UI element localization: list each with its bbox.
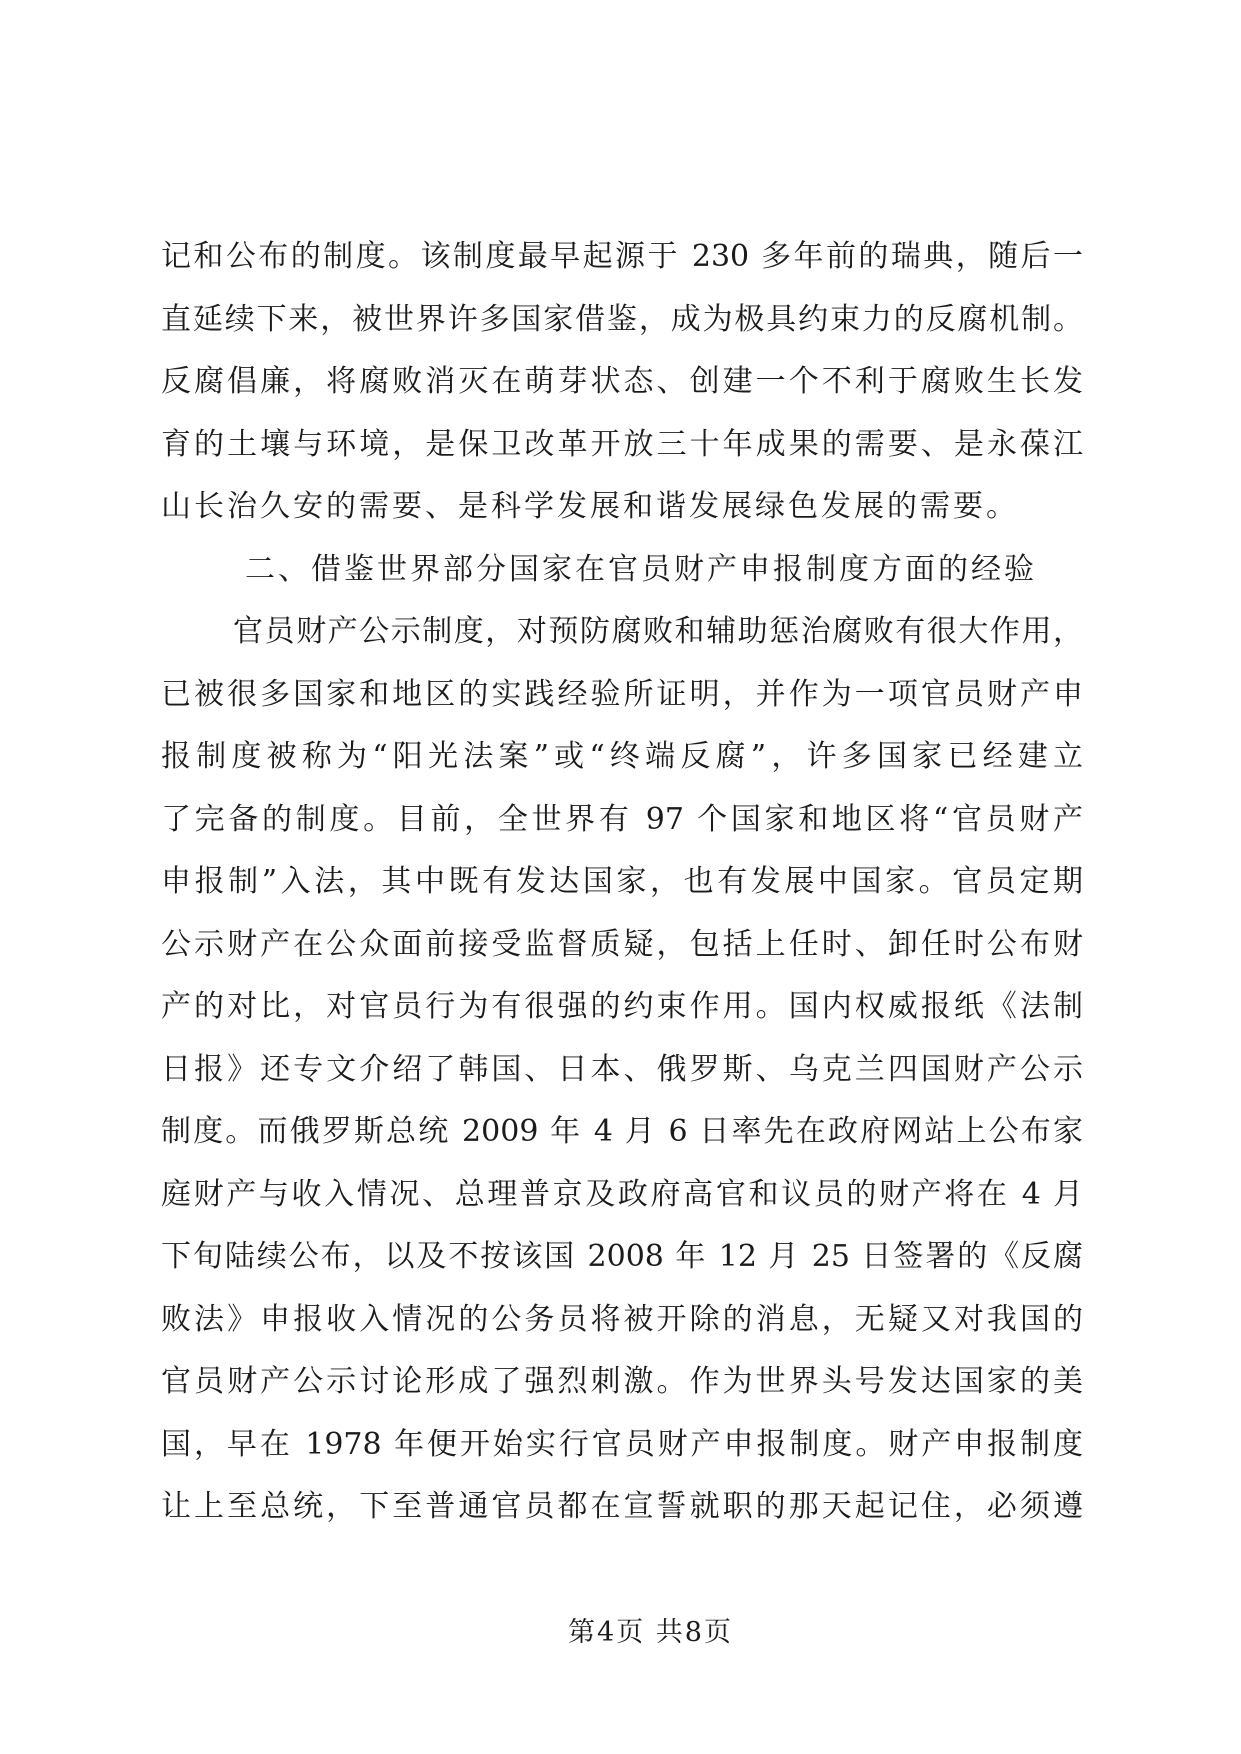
paragraph-line: 制度。而俄罗斯总统 2009 年 4 月 6 日率先在政府网站上公布家 <box>161 1114 1083 1149</box>
paragraph-line: 反腐倡廉，将腐败消灭在萌芽状态、创建一个不利于腐败生长发 <box>161 364 1083 399</box>
section-heading: 二、借鉴世界部分国家在官员财产申报制度方面的经验 <box>245 551 1037 587</box>
paragraph-line: 申报制”入法，其中既有发达国家，也有发展中国家。官员定期 <box>161 864 1083 899</box>
page-footer: 第4页 共8页 <box>568 1617 733 1648</box>
paragraph-line: 育的土壤与环境，是保卫改革开放三十年成果的需要、是永葆江 <box>161 426 1083 462</box>
paragraph-line: 庭财产与收入情况、总理普京及政府高官和议员的财产将在 4 月 <box>161 1176 1083 1212</box>
paragraph-line: 官员财产公示制度，对预防腐败和辅助惩治腐败有很大作用， <box>233 614 1083 649</box>
paragraph-line: 让上至总统，下至普通官员都在宣誓就职的那天起记住，必须遵 <box>161 1489 1083 1524</box>
paragraph-line: 报制度被称为“阳光法案”或“终端反腐”，许多国家已经建立 <box>161 739 1083 774</box>
paragraph-line: 产的对比，对官员行为有很强的约束作用。国内权威报纸《法制 <box>161 989 1083 1024</box>
paragraph-line: 国，早在 1978 年便开始实行官员财产申报制度。财产申报制度 <box>161 1426 1083 1462</box>
paragraph-line: 记和公布的制度。该制度最早起源于 230 多年前的瑞典，随后一 <box>161 239 1083 274</box>
paragraph-line: 已被很多国家和地区的实践经验所证明，并作为一项官员财产申 <box>161 676 1083 712</box>
paragraph-line: 了完备的制度。目前，全世界有 97 个国家和地区将“官员财产 <box>161 801 1083 837</box>
paragraph-line: 山长治久安的需要、是科学发展和谐发展绿色发展的需要。 <box>161 489 1019 524</box>
paragraph-line: 败法》申报收入情况的公务员将被开除的消息，无疑又对我国的 <box>161 1301 1083 1337</box>
paragraph-line: 官员财产公示讨论形成了强烈刺激。作为世界头号发达国家的美 <box>161 1364 1083 1399</box>
paragraph-line: 下旬陆续公布，以及不按该国 2008 年 12 月 25 日签署的《反腐 <box>161 1239 1083 1274</box>
paragraph-line: 日报》还专文介绍了韩国、日本、俄罗斯、乌克兰四国财产公示 <box>161 1051 1083 1087</box>
paragraph-line: 直延续下来，被世界许多国家借鉴，成为极具约束力的反腐机制。 <box>161 301 1083 337</box>
paragraph-line: 公示财产在公众面前接受监督质疑，包括上任时、卸任时公布财 <box>161 926 1083 962</box>
body-text <box>161 226 1083 1539</box>
